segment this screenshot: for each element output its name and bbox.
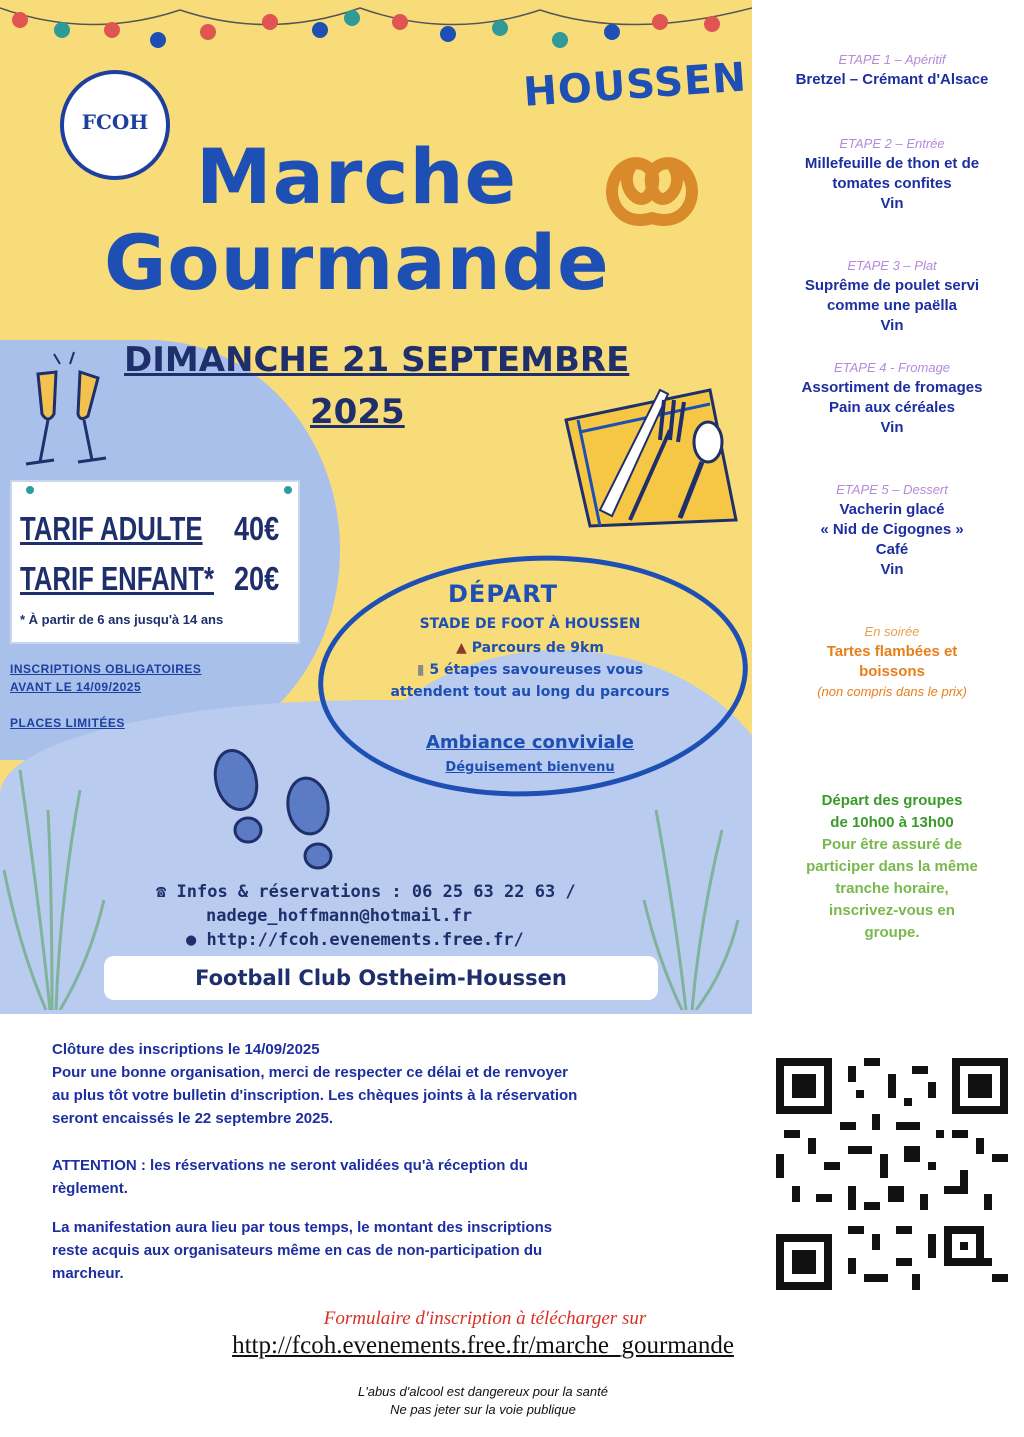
info-line: seront encaissés le 22 septembre 2025. <box>52 1110 334 1127</box>
groups-line: Départ des groupes <box>821 792 963 809</box>
stage-label: ETAPE 2 – Entrée <box>839 136 945 151</box>
contact-phone-line: ☎ Infos & réservations : 06 25 63 22 63 / <box>156 882 576 902</box>
child-price-label: TARIF ENFANT* <box>20 560 215 597</box>
pin-icon <box>284 486 292 494</box>
attention-paragraph <box>52 1154 764 1200</box>
stage-line: Suprême de poulet servi <box>804 277 980 294</box>
stage-line: Vin <box>880 195 904 212</box>
groups-line: de 10h00 à 13h00 <box>830 814 954 831</box>
stage-line: Assortiment de fromages <box>801 379 983 396</box>
village-name: HOUSSEN <box>522 54 749 116</box>
registration-deadline <box>10 660 201 696</box>
stage-line: Millefeuille de thon et de <box>804 155 980 172</box>
stage-line: comme une paëlla <box>826 297 958 314</box>
stage-line: Café <box>875 541 909 558</box>
evening-label: En soirée <box>864 624 920 639</box>
qr-code[interactable] <box>776 1058 1008 1290</box>
info-line: ATTENTION : les réservations ne seront validées qu'à réception du <box>52 1157 528 1174</box>
route-text: Parcours de 9km <box>471 640 604 656</box>
club-banner <box>104 956 658 1000</box>
title-line-2: Gourmande <box>104 218 610 307</box>
child-price-value: 20€ <box>234 560 280 597</box>
evening-section <box>760 622 1024 702</box>
club-name: Football Club Ostheim-Houssen <box>195 966 567 990</box>
adult-price-label: TARIF ADULTE <box>20 510 203 547</box>
contact-email[interactable]: nadege_hoffmann@hotmail.fr <box>206 906 473 926</box>
phone-icon: ☎ <box>156 882 167 902</box>
event-year: 2025 <box>310 392 405 432</box>
groups-section <box>760 790 1024 944</box>
departure-place: STADE DE FOOT À HOUSSEN <box>419 616 641 632</box>
stage-line: « Nid de Cigognes » <box>820 521 964 538</box>
stage-line: tomates confites <box>832 175 952 192</box>
contact-website[interactable]: ● http://fcoh.evenements.free.fr/ <box>186 930 524 950</box>
weather-paragraph <box>52 1216 764 1285</box>
departure-title: DÉPART <box>448 580 559 608</box>
info-line: Pour une bonne organisation, merci de respecter ce délai et de renvoyer <box>52 1064 568 1081</box>
stages-line-1: ▮ 5 étapes savoureuses vous <box>416 662 644 678</box>
stage-line: Vacherin glacé <box>839 501 945 518</box>
stage-label: ETAPE 1 – Apéritif <box>838 52 946 67</box>
stage-line: Vin <box>880 419 904 436</box>
stage-label: ETAPE 4 - Fromage <box>833 360 951 375</box>
groups-line: groupe. <box>864 924 920 941</box>
stages-line-2: attendent tout au long du parcours <box>390 684 670 700</box>
registration-line-2: AVANT LE 14/09/2025 <box>10 680 142 694</box>
info-line: reste acquis aux organisateurs même en cas de non-participation du <box>52 1242 543 1259</box>
ambiance: Ambiance conviviale <box>425 732 635 753</box>
groups-line: Pour être assuré de <box>821 836 963 853</box>
menu-stage-1 <box>760 50 1024 90</box>
club-logo <box>60 70 170 180</box>
globe-icon: ● <box>186 930 197 950</box>
stage-label: ETAPE 5 – Dessert <box>836 482 948 497</box>
garland-lights-icon <box>0 0 752 70</box>
info-line: règlement. <box>52 1180 128 1197</box>
stage-line: Vin <box>880 561 904 578</box>
info-line: La manifestation aura lieu par tous temps, le montant des inscriptions <box>52 1219 553 1236</box>
closing-paragraph <box>52 1038 764 1130</box>
menu-stage-5 <box>760 480 1024 580</box>
title-line-1: Marche <box>196 132 518 221</box>
info-line: marcheur. <box>52 1265 124 1282</box>
grass-icon <box>0 750 110 1010</box>
registration-line-1: INSCRIPTIONS OBLIGATOIRES <box>10 662 202 676</box>
logo-text: FCOH <box>81 110 149 134</box>
form-download-title: Formulaire d'inscription à télécharger sur <box>323 1308 647 1329</box>
costume-note: Déguisement bienvenu <box>445 760 615 775</box>
menu-stage-3 <box>760 256 1024 336</box>
evening-line: boissons <box>859 663 925 680</box>
child-price-note: * À partir de 6 ans jusqu'à 14 ans <box>20 612 224 627</box>
stage-line: Pain aux céréales <box>829 399 955 416</box>
info-line: au plus tôt votre bulletin d'inscription. Les chèques joints à la réservation <box>52 1087 578 1104</box>
stage-line: Vin <box>880 317 904 334</box>
shoe-icon: ▲ <box>456 640 467 656</box>
adult-price-value: 40€ <box>234 510 280 547</box>
evening-line: Tartes flambées et <box>826 643 958 660</box>
info-line: Clôture des inscriptions le 14/09/2025 <box>52 1041 320 1058</box>
pretzel-icon <box>600 148 704 232</box>
footprints-icon <box>200 740 360 880</box>
stage-label: ETAPE 3 – Plat <box>847 258 937 273</box>
groups-line: tranche horaire, <box>835 880 949 897</box>
limited-places: PLACES LIMITÉES <box>10 716 125 730</box>
litter-warning: Ne pas jeter sur la voie publique <box>390 1402 576 1417</box>
price-card <box>10 480 300 644</box>
fork-knife-icon: ▮ <box>416 662 425 678</box>
alcohol-warning: L'abus d'alcool est dangereux pour la santé <box>358 1384 608 1399</box>
cutlery-napkin-icon <box>560 370 740 530</box>
groups-line: participer dans la même <box>806 858 978 875</box>
menu-stage-2 <box>760 134 1024 214</box>
evening-note: (non compris dans le prix) <box>817 684 967 699</box>
pin-icon <box>26 486 34 494</box>
champagne-glasses-icon <box>14 344 124 474</box>
form-download-link[interactable]: http://fcoh.evenements.free.fr/marche_gourmande <box>232 1332 734 1359</box>
stage-line: Bretzel – Crémant d'Alsace <box>795 71 989 88</box>
groups-line: inscrivez-vous en <box>829 902 955 919</box>
menu-stage-4 <box>760 358 1024 438</box>
event-date: DIMANCHE 21 SEPTEMBRE <box>124 340 630 380</box>
route-length <box>340 640 720 656</box>
